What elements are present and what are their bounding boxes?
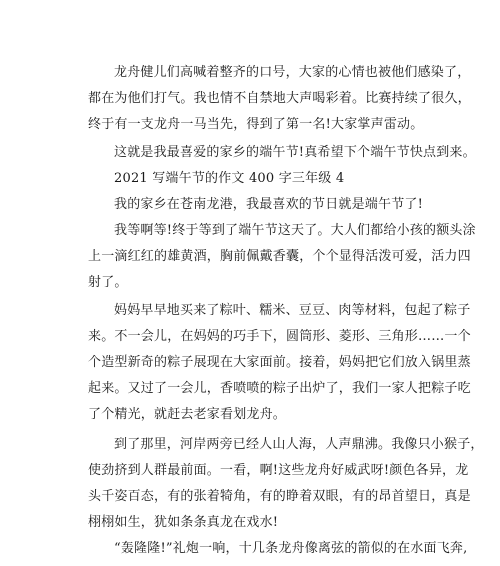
- text-line: 栩栩如生，犹如条条真龙在戏水!: [88, 515, 279, 530]
- text-line: 射了。: [88, 275, 128, 290]
- paragraph: [88, 192, 428, 218]
- text-line: 了个精光，就赶去老家看划龙舟。: [88, 407, 287, 422]
- text-line: 上一滴红红的雄黄酒，胸前佩戴香囊，个个显得活泼可爱，活力四: [88, 249, 471, 264]
- paragraph: [88, 218, 476, 296]
- text-line: 这就是我最喜爱的家乡的端午节!真希望下个端午节快点到来。: [114, 145, 476, 160]
- text-line: 头千姿百态，有的张着犄角，有的睁着双眼，有的昂首望日，真是: [88, 489, 471, 504]
- paragraph: [88, 140, 476, 166]
- text-line: 我的家乡在苍南龙港，我最喜欢的节日就是端午节了!: [114, 197, 424, 212]
- paragraph: [88, 536, 468, 562]
- paragraph: [88, 298, 471, 428]
- paragraph: [88, 432, 484, 536]
- text-line: 使劲挤到人群最前面。一看，啊!这些龙舟好威武呀!颜色各异，龙: [88, 463, 469, 478]
- text-line: 都在为他们打气。我也情不自禁地大声喝彩着。比赛持续了很久，: [88, 91, 471, 106]
- paragraph: [88, 60, 471, 138]
- text-line: 来。不一会儿，在妈妈的巧手下，圆筒形、菱形、三角形……一个: [88, 329, 471, 344]
- text-line: 妈妈早早地买来了粽叶、糯米、豆豆、肉等材料，包起了粽子: [114, 303, 471, 318]
- text-line: 龙舟健儿们高喊着整齐的口号，大家的心情也被他们感染了，: [114, 65, 471, 80]
- text-line: 到了那里，河岸两旁已经人山人海，人声鼎沸。我像只小猴子，: [114, 437, 484, 452]
- text-line: 我等啊等!终于等到了端午节这天了。大人们都给小孩的额头涂: [114, 223, 476, 238]
- text-line: 终于有一支龙舟一马当先，得到了第一名!大家掌声雷动。: [88, 117, 424, 132]
- text-line: 2021 写端午节的作文 400 字三年级 4: [114, 171, 345, 186]
- text-line: 起来。又过了一会儿，香喷喷的粽子出炉了，我们一家人把粽子吃: [88, 381, 471, 396]
- section-heading: [88, 166, 428, 192]
- text-line: “轰隆隆!”礼炮一响，十几条龙舟像离弦的箭似的在水面飞奔,: [114, 541, 468, 556]
- text-line: 个造型新奇的粽子展现在大家面前。接着，妈妈把它们放入锅里蒸: [88, 355, 471, 370]
